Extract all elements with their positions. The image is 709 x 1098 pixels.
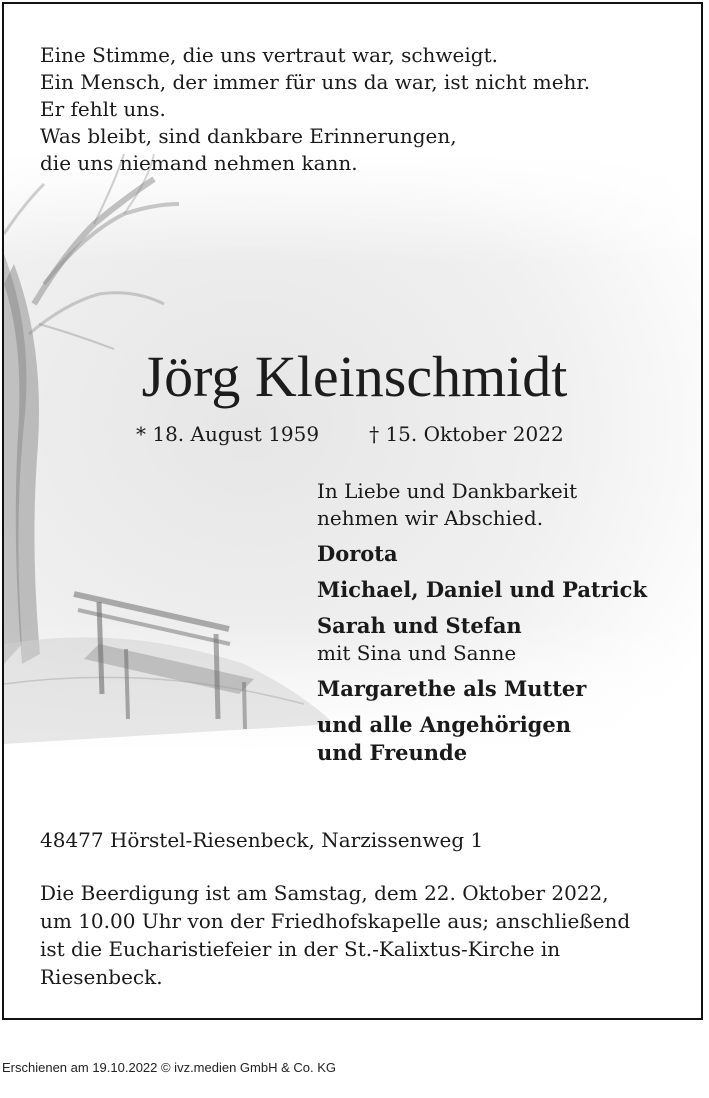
mourner: Michael, Daniel und Patrick (317, 577, 648, 602)
obituary-frame (2, 2, 703, 1020)
address: 48477 Hörstel-Riesenbeck, Narzissenweg 1 (40, 828, 484, 852)
deceased-name: Jörg Kleinschmidt (141, 344, 568, 409)
funeral-line: ist die Eucharistiefeier in der St.-Kalixtus-Kirche in (40, 937, 561, 961)
funeral-line: um 10.00 Uhr von der Friedhofskapelle aus; anschließend (40, 909, 631, 933)
mourner: Dorota (317, 541, 398, 566)
poem (40, 42, 590, 177)
mourner: Sarah und Stefan (317, 613, 522, 638)
mourner: und Freunde (317, 740, 468, 765)
intro-line: In Liebe und Dankbarkeit (317, 479, 578, 503)
funeral-info (40, 879, 630, 991)
publication-footer: Erschienen am 19.10.2022 © ivz.medien GmbH & Co. KG (2, 1060, 337, 1075)
mourners-block (317, 478, 647, 767)
funeral-line: Riesenbeck. (40, 965, 163, 989)
poem-line: Ein Mensch, der immer für uns da war, ist nicht mehr. (40, 70, 591, 94)
poem-line: Was bleibt, sind dankbare Erinnerungen, (40, 124, 457, 148)
funeral-line: Die Beerdigung ist am Samstag, dem 22. Oktober 2022, (40, 881, 609, 905)
death-date: † 15. Oktober 2022 (369, 422, 564, 446)
poem-line: Eine Stimme, die uns vertraut war, schweigt. (40, 43, 498, 67)
mourner-sub: mit Sina und Sanne (317, 641, 517, 665)
intro-line: nehmen wir Abschied. (317, 506, 544, 530)
birth-date: * 18. August 1959 (136, 422, 320, 446)
mourner: Margarethe als Mutter (317, 676, 587, 701)
life-dates (136, 420, 564, 448)
poem-line: Er fehlt uns. (40, 97, 166, 121)
mourner: und alle Angehörigen (317, 712, 571, 737)
poem-line: die uns niemand nehmen kann. (40, 151, 358, 175)
